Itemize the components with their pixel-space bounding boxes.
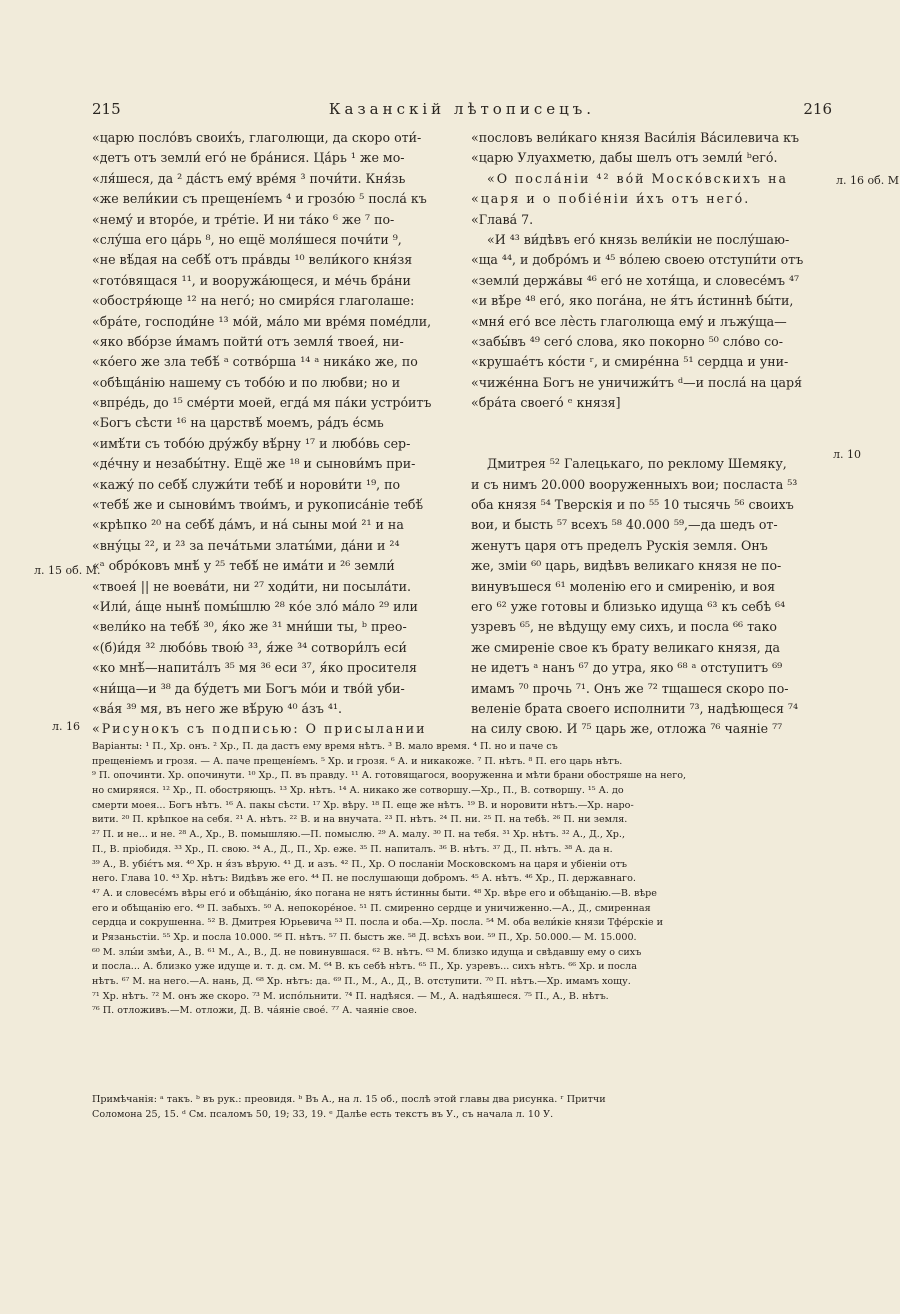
text-line: «Или́, а́ще нынѣ́ помы́шлю ²⁸ ко́е зло́ ма́ло ²⁹ или bbox=[92, 598, 418, 614]
margin-note-left-1: л. 15 об. М. bbox=[34, 564, 101, 577]
variant-line: его и обѣщанію его. ⁴⁹ П. забыхъ. ⁵⁰ А. непокоре́ное. ⁵¹ П. смиренно сердце и уничиженно.—А., Д., смиренная bbox=[92, 902, 651, 914]
chapter-heading-line: «О посла́ніи ⁴² во́й Моско́вскихъ на bbox=[487, 170, 788, 186]
text-line: имамъ ⁷⁰ прочь ⁷¹. Онъ же ⁷² тщашеся скоро по- bbox=[471, 680, 789, 696]
text-line: «яко вбо́рзе и́мамъ пойти́ отъ земля́ твоея́, ни- bbox=[92, 333, 404, 349]
variant-line: ⁹ П. опочинти. Хр. опочинути. ¹⁰ Хр., П. въ правду. ¹¹ А. готовящагося, вооруженна и мѣти брани обостряше на него, bbox=[92, 770, 687, 782]
text-line: «обѣща́нію нашему съ тобо́ю и по любви; но и bbox=[92, 374, 401, 390]
text-line: узревъ ⁶⁵, не вѣдущу ему сихъ, и посла ⁶⁶ тако bbox=[471, 619, 778, 635]
text-line: «(б)и́дя ³² любо́вь твою́ ³³, я́же ³⁴ сотвори́лъ еси́ bbox=[92, 639, 407, 655]
text-line: «ни́ща—и ³⁸ да бу́детъ ми Богъ мо́и и тво́й уби- bbox=[92, 680, 405, 696]
variant-line: но смиряяся. ¹² Хр., П. обостряющъ. ¹³ Хр. нѣтъ. ¹⁴ А. никако же сотворшу.—Хр., П., В. сотворшу. ¹⁵ А. до bbox=[92, 785, 624, 797]
text-line: «бра́те, господи́не ¹³ мо́й, ма́ло ми вре́мя поме́дли, bbox=[92, 313, 432, 329]
text-line: Дмитрея ⁵² Галецькаго, по реклому Шемяку, bbox=[487, 456, 787, 472]
text-line: «ко мнѣ́—напита́лъ ³⁵ мя ³⁶ еси ³⁷, я́ко просителя bbox=[92, 660, 417, 676]
variant-line: и Рязаньстіи. ⁵⁵ Хр. и посла 10.000. ⁵⁶ П. нѣтъ. ⁵⁷ П. быстъ же. ⁵⁸ Д. вcѣхъ вои. ⁵⁹ П., Хр. 50.000.— М. 15.000. bbox=[92, 931, 637, 943]
variant-readings bbox=[92, 740, 840, 1019]
right-text-column bbox=[471, 128, 833, 740]
chapter-number: «Глава́ 7. bbox=[471, 211, 534, 227]
text-line: оба князя ⁵⁴ Тверскія и по ⁵⁵ 10 тысячь ⁵⁶ своихъ bbox=[471, 497, 794, 513]
variant-line: ⁷¹ Хр. нѣтъ. ⁷² М. онъ же скоро. ⁷³ М. испо́льнити. ⁷⁴ П. надѣяся. — М., А. надѣяшеся. ⁷⁵ П., А., В. нѣтъ. bbox=[92, 990, 609, 1002]
text-line: его ⁶² уже готовы и близько идуща ⁶³ къ себѣ ⁶⁴ bbox=[471, 599, 786, 614]
text-line: «забы́въ ⁴⁹ сего́ слова, яко покорно ⁵⁰ сло́во со- bbox=[471, 333, 783, 349]
variant-line: ⁴⁷ А. и словесе́мъ вѣры его́ и обѣща́нію, я́ко погана не нятъ и́стинны быти. ⁴⁸ Хр. вѣре его и обѣщанію.—В. вѣре bbox=[92, 887, 657, 899]
text-line: «де́чну и незабы́тну. Ещё же ¹⁸ и сынови́мъ при- bbox=[92, 456, 416, 472]
variant-line: ⁶⁰ М. злы́и змѣи, А., В. ⁶¹ М., А., В., Д. не повинувшася. ⁶² В. нѣтъ. ⁶³ М. близко идуща и свѣдавшу ему о сихъ bbox=[92, 946, 642, 958]
text-line: «мня́ его́ все лѐсть глаголюща ему́ и лъжу́ща— bbox=[471, 313, 787, 329]
variant-line: Варіанты: ¹ П., Хр. онъ. ² Хр., П. да дастъ ему время нѣтъ. ³ В. мало время. ⁴ П. но и паче съ bbox=[92, 741, 558, 752]
text-line: женутъ царя отъ пределъ Рускія земля. Онъ bbox=[471, 537, 768, 553]
text-line: «вели́ко на тебѣ́ ³⁰, я́ко же ³¹ мни́ши ты, ᵇ прео- bbox=[92, 619, 407, 635]
variant-line: ⁷⁶ П. отложивъ.—М. отложи, Д. В. ча́яніе свое́. ⁷⁷ А. чаяніе свое. bbox=[92, 1005, 418, 1017]
text-line: не идетъ ᵃ нанъ ⁶⁷ до утра, яко ⁶⁸ ᵃ отступитъ ⁶⁹ bbox=[471, 660, 783, 676]
variant-line: нѣтъ. ⁶⁷ М. на него.—А. нань, Д. ⁶⁸ Хр. нѣтъ: да. ⁶⁹ П., М., А., Д., В. отступити. ⁷⁰ П. нѣтъ.—Хр. имамъ хощу. bbox=[92, 976, 631, 987]
text-line: «вну́цы ²², и ²³ за печа́тьми златы́ми, да́ни и ²⁴ bbox=[92, 537, 400, 553]
text-line: «ᵃ обро́ковъ мнѣ́ у ²⁵ тебѣ́ не има́ти и ²⁶ земли́ bbox=[92, 558, 395, 574]
running-title: Казанскій лѣтописецъ. bbox=[328, 100, 596, 118]
text-line: «ща ⁴⁴, и добро́мъ и ⁴⁵ во́лею своею отступи́ти отъ bbox=[471, 252, 804, 268]
text-line: «кажу́ по себѣ́ служи́ти тебѣ́ и норови́ти ¹⁹, по bbox=[92, 476, 401, 492]
variant-line: ³⁹ А., В. убіє́тъ мя. ⁴⁰ Хр. н я́зъ вѣрую. ⁴¹ Д. и азъ. ⁴² П., Хр. О посланіи Московскомъ на царя и убіеніи отъ bbox=[92, 858, 628, 870]
variant-line: П., В. пріобидя. ³³ Хр., П. свою. ³⁴ А., Д., П., Хр. еже. ³⁵ П. напиталъ. ³⁶ В. нѣтъ. ³⁷ Д., П. нѣтъ. ³⁸ А. да н. bbox=[92, 843, 613, 855]
text-line: «гото́вящася ¹¹, и вооружа́ющеся, и ме́чь бра́ни bbox=[92, 272, 411, 288]
left-text-column bbox=[92, 128, 444, 740]
editorial-notes bbox=[92, 1092, 840, 1121]
text-line: «твоея́ || не воева́ти, ни ²⁷ ходи́ти, ни посыла́ти. bbox=[92, 578, 411, 594]
margin-note-right-1: л. 16 об. М bbox=[836, 174, 899, 187]
text-line: «обостря́юще ¹² на него́; но смиря́ся глаголаше: bbox=[92, 293, 415, 309]
text-line: «царю посло́въ своих́ъ, глаголющи, да скоро оти́- bbox=[92, 130, 422, 145]
text-line: «земли́ держа́вы ⁴⁶ его́ не хотя́ща, и словесе́мъ ⁴⁷ bbox=[471, 272, 800, 288]
variant-line: смерти моея... Богъ нѣтъ. ¹⁶ А. пакы сѣсти. ¹⁷ Хр. вѣру. ¹⁸ П. еще же нѣтъ. ¹⁹ В. и норовити нѣтъ.—Хр. наро- bbox=[92, 799, 634, 811]
page-number-left: 215 bbox=[92, 100, 121, 118]
text-line: «и вѣ́ре ⁴⁸ его́, яко пога́на, не я́тъ и́стиннѣ бы́ти, bbox=[471, 293, 794, 309]
text-line: «Богъ сѣсти ¹⁶ на царствѣ́ моемъ, ра́дъ е́смь bbox=[92, 415, 384, 431]
chapter-heading-line: «царя и о побіе́ніи и́хъ отъ него́. bbox=[471, 191, 751, 207]
text-line: винувъшеся ⁶¹ моленію его и смиренію, и воя bbox=[471, 578, 776, 594]
page-number-right: 216 bbox=[803, 100, 832, 118]
text-line: «ко́его же зла тебѣ́ ᵃ сотво́рша ¹⁴ ᵃ ника́ко же, по bbox=[92, 354, 418, 370]
variant-line: вити. ²⁰ П. крѣпкое на себя. ²¹ А. нѣтъ. ²² В. и на внучата. ²³ П. нѣтъ. ²⁴ П. ни. ²⁵ П. на тебѣ. ²⁶ П. ни земля. bbox=[92, 814, 628, 826]
text-line: «пословъ вели́каго князя Васи́лія Ва́силевича къ bbox=[471, 130, 800, 145]
text-line: «не вѣ́дая на себѣ́ отъ пра́вды ¹⁰ вели́кого кня́зя bbox=[92, 252, 413, 268]
running-header bbox=[92, 100, 832, 120]
text-line: «впре́дь, до ¹⁵ сме́рти моей, егда́ мя па́ки устро́итъ bbox=[92, 395, 432, 411]
text-line: «крушае́тъ ко́сти ʳ, и смире́нна ⁵¹ сердца и уни- bbox=[471, 354, 789, 370]
text-line: «имѣ́ти съ тобо́ю дру́жбу вѣ́рну ¹⁷ и любо́вь сер- bbox=[92, 435, 411, 451]
text-line: веленіе брата своего исполнити ⁷³, надѣющеся ⁷⁴ bbox=[471, 700, 799, 716]
text-line: «слу́ша его ца́рь ⁸, но ещё моля́шеся почи́ти ⁹, bbox=[92, 231, 402, 247]
text-line: «ва́я ³⁹ мя, въ него же вѣ́рую ⁴⁰ а́зъ ⁴¹. bbox=[92, 700, 342, 716]
text-line: на силу свою. И ⁷⁵ царь же, отложа ⁷⁶ чаяніе ⁷⁷ bbox=[471, 721, 783, 737]
text-line: «ля́шеся, да ² да́стъ ему́ вре́мя ³ почи́ти. Кня́зь bbox=[92, 170, 406, 186]
text-line: «же вели́кии съ прещені́емъ ⁴ и грозо́ю ⁵ посла́ къ bbox=[92, 191, 427, 207]
text-line: же смиреніе свое къ брату великаго князя, да bbox=[471, 639, 781, 655]
variant-line: сердца и сокрушенна. ⁵² В. Дмитрея Юрьевича ⁵³ П. посла и оба.—Хр. посла. ⁵⁴ М. оба вели́кіе князи Тфе́рскіе и bbox=[92, 917, 664, 929]
text-line: «И ⁴³ ви́дѣвъ его́ князь вели́кіи не послу́шаю- bbox=[487, 231, 790, 247]
variant-line: ²⁷ П. и не... и не. ²⁸ А., Хр., В. помышляю.—П. помыслю. ²⁹ А. малу. ³⁰ П. на тебя. ³¹ Хр. нѣтъ. ³² А., Д., Хр., bbox=[92, 829, 626, 841]
text-line: «нему́ и второ́е, и тре́тіе. И ни та́ко ⁶ же ⁷ по- bbox=[92, 211, 395, 227]
variant-line: прещеніемъ и грозя. — А. паче прещені́емъ. ⁵ Хр. и грозя. ⁶ А. и никакоже. ⁷ П. нѣтъ. ⁸ П. его царь нѣтъ. bbox=[92, 755, 623, 767]
text-line: «Рисунокъ съ подписью: О присылании bbox=[92, 721, 427, 737]
margin-note-right-2: л. 10 bbox=[833, 448, 861, 461]
text-line: же, змiи ⁶⁰ царь, видѣвъ великаго князя не по- bbox=[471, 558, 782, 574]
text-line: «бра́та своего́ ᵉ князя] bbox=[471, 395, 621, 411]
text-line: «тебѣ́ же и сынови́мъ твои́мъ, и рукописа́ніе тебѣ́ bbox=[92, 497, 424, 513]
text-line: «крѣпко ²⁰ на себѣ́ да́мъ, и на́ сыны мои́ ²¹ и на bbox=[92, 517, 404, 533]
text-line: «детъ отъ земли́ его́ не бра́нися. Ца́рь ¹ же мо- bbox=[92, 150, 405, 166]
note-line: Примѣчанія: ᵃ такъ. ᵇ въ рук.: преовидя. ᵇ Въ А., на л. 15 об., послѣ этой главы два рисунка. ʳ Притчи bbox=[92, 1094, 606, 1105]
note-line: Соломона 25, 15. ᵈ См. псаломъ 50, 19; 33, 19. ᵉ Далѣе есть текстъ въ У., съ начала л. 10 У. bbox=[92, 1108, 554, 1120]
margin-note-left-2: л. 16 bbox=[52, 720, 80, 733]
column-gap bbox=[471, 413, 833, 454]
text-line: вои, и бысть ⁵⁷ всехъ ⁵⁸ 40.000 ⁵⁹,—да шедъ от- bbox=[471, 517, 778, 533]
variant-line: него. Глава 10. ⁴³ Хр. нѣтъ: Видѣвъ же его. ⁴⁴ П. не послушающи добромъ. ⁴⁵ А. нѣтъ. ⁴⁶ Хр., П. державнаго. bbox=[92, 873, 636, 885]
text-line: «чиже́нна Богъ не уничижи́тъ ᵈ—и посла́ на царя́ bbox=[471, 374, 803, 390]
text-line: «царю Улуахметю, дабы шелъ отъ земли́ ᵇего́. bbox=[471, 150, 778, 166]
variant-line: и посла... А. близко уже идуще и. т. д. см. М. ⁶⁴ В. къ себѣ нѣтъ. ⁶⁵ П., Хр. узревъ... сихъ нѣтъ. ⁶⁶ Хр. и посла bbox=[92, 961, 637, 973]
text-line: и съ нимъ 20.000 вооруженныхъ вои; посласта ⁵³ bbox=[471, 476, 798, 492]
